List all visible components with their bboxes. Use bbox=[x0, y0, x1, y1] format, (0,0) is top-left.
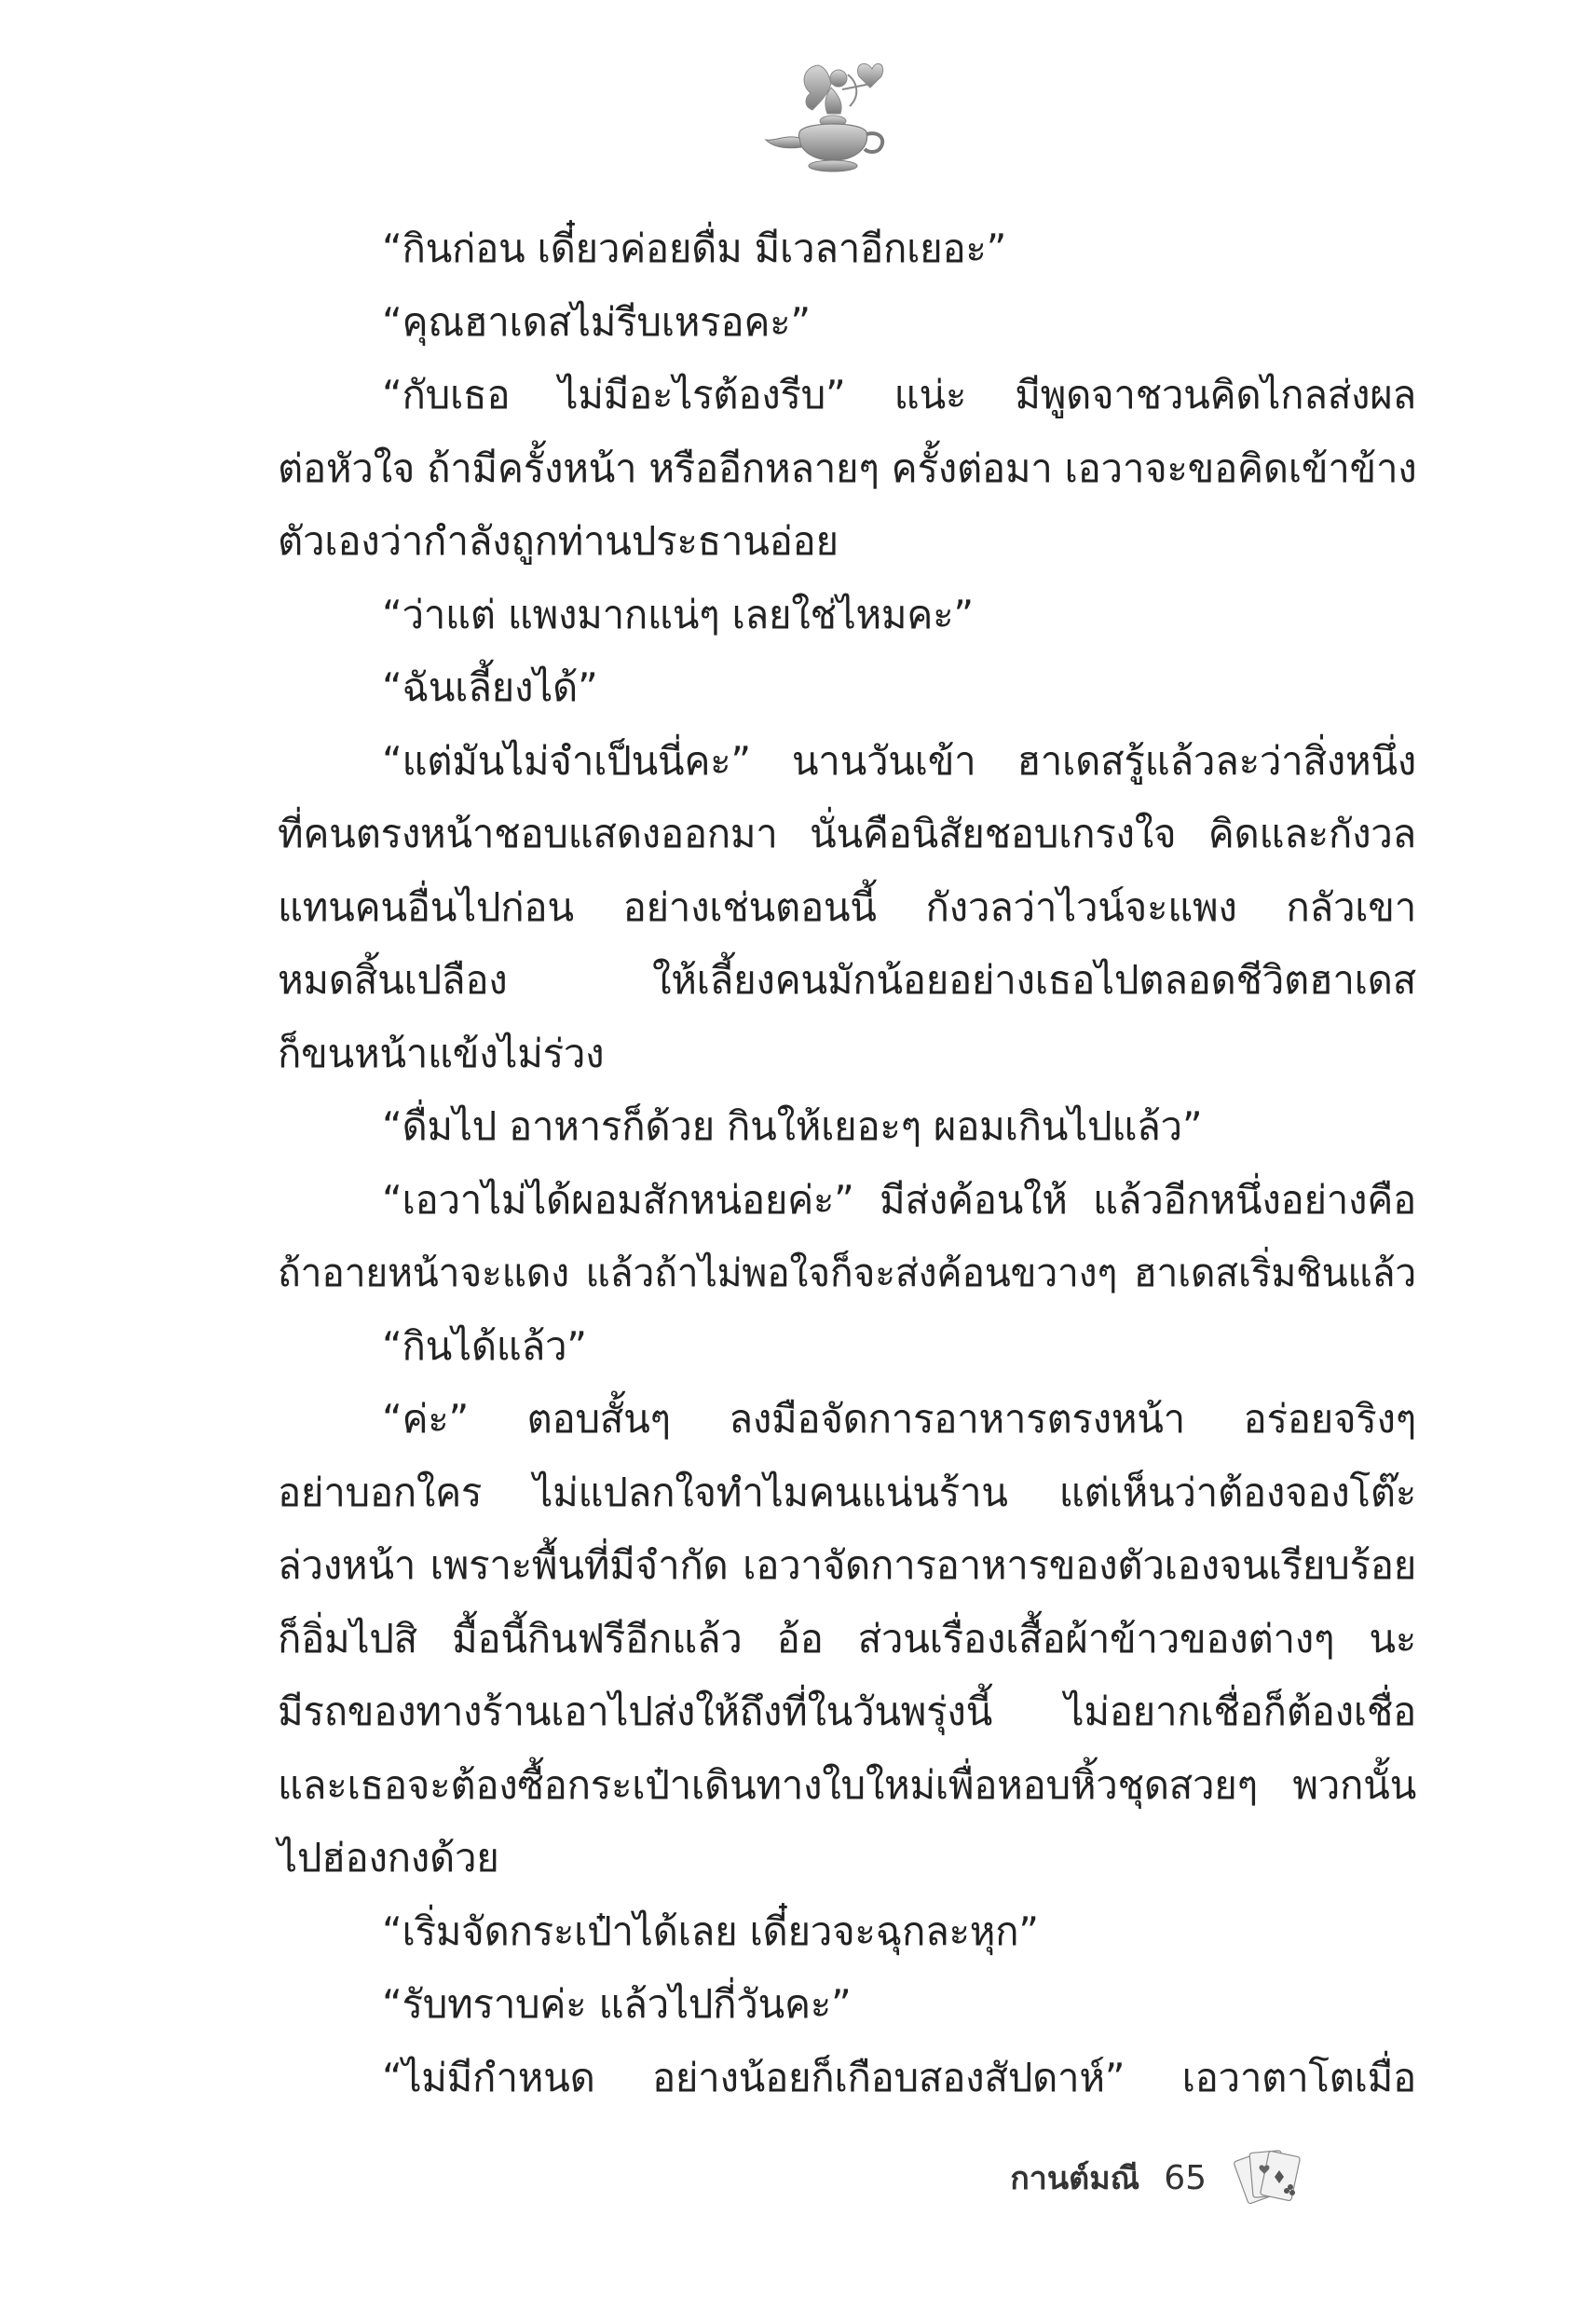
text-line: “ไม่มีกำหนด อย่างน้อยก็เกือบสองสัปดาห์” เอวาตาโตเมื่อ bbox=[382, 2054, 1416, 2100]
cupid-teapot-icon bbox=[762, 56, 902, 175]
text-line: “ค่ะ” ตอบสั้นๆ ลงมือจัดการอาหารตรงหน้า อร่อยจริงๆ bbox=[382, 1396, 1416, 1442]
text-line: “แต่มันไม่จำเป็นนี่คะ” นานวันเข้า ฮาเดสรู้แล้วละว่าสิ่งหนึ่ง bbox=[382, 737, 1416, 784]
page-number: 65 bbox=[1164, 2158, 1207, 2197]
text-line: มีรถของทางร้านเอาไปส่งให้ถึงที่ในวันพรุ่งนี้ ไม่อยากเชื่อก็ต้องเชื่อ bbox=[278, 1689, 1416, 1734]
text-line: “กินก่อน เดี๋ยวค่อยดื่ม มีเวลาอีกเยอะ” bbox=[382, 226, 1007, 271]
playing-cards-icon bbox=[1233, 2142, 1307, 2213]
text-line: และเธอจะต้องซื้อกระเป๋าเดินทางใบใหม่เพื่อหอบหิ้วชุดสวยๆ พวกนั้น bbox=[278, 1761, 1416, 1808]
text-line: “เริ่มจัดกระเป๋าได้เลย เดี๋ยวจะฉุกละหุก” bbox=[382, 1908, 1039, 1954]
text-line: ก็อิ่มไปสิ มื้อนี้กินฟรีอีกแล้ว อ้อ ส่วนเรื่องเสื้อผ้าข้าวของต่างๆ นะ bbox=[278, 1615, 1416, 1661]
text-line: “คุณฮาเดสไม่รีบเหรอคะ” bbox=[382, 298, 811, 345]
text-line: ต่อหัวใจ ถ้ามีครั้งหน้า หรืออีกหลายๆ ครั้งต่อมา เอวาจะขอคิดเข้าข้าง bbox=[278, 444, 1417, 491]
text-line: ล่วงหน้า เพราะพื้นที่มีจำกัด เอวาจัดการอาหารของตัวเองจนเรียบร้อย bbox=[278, 1542, 1416, 1588]
text-line: “กับเธอ ไม่มีอะไรต้องรีบ” แน่ะ มีพูดจาชวนคิดไกลส่งผล bbox=[382, 372, 1416, 417]
text-line: ไปฮ่องกงด้วย bbox=[278, 1835, 499, 1880]
text-line: “เอวาไม่ได้ผอมสักหน่อยค่ะ” มีส่งค้อนให้ แล้วอีกหนึ่งอย่างคือ bbox=[382, 1176, 1416, 1223]
text-line: “ว่าแต่ แพงมากแน่ๆ เลยใช่ไหมคะ” bbox=[382, 591, 974, 637]
book-title: กานต์มณี bbox=[1010, 2160, 1140, 2197]
text-line: หมดสิ้นเปลือง ให้เลี้ยงคนมักน้อยอย่างเธอไปตลอดชีวิตฮาเดส bbox=[278, 957, 1416, 1003]
page-footer bbox=[1010, 2136, 1307, 2220]
text-line: “กินได้แล้ว” bbox=[382, 1322, 587, 1369]
body-text bbox=[278, 212, 1416, 2114]
text-line: “รับทราบค่ะ แล้วไปกี่วันคะ” bbox=[382, 1981, 852, 2027]
text-line: อย่าบอกใคร ไม่แปลกใจทำไมคนแน่นร้าน แต่เห็นว่าต้องจองโต๊ะ bbox=[278, 1469, 1416, 1515]
text-line: แทนคนอื่นไปก่อน อย่างเช่นตอนนี้ กังวลว่าไวน์จะแพง กลัวเขา bbox=[278, 883, 1416, 930]
text-line: “ดื่มไป อาหารก็ด้วย กินให้เยอะๆ ผอมเกินไปแล้ว” bbox=[382, 1103, 1203, 1149]
text-line: “ฉันเลี้ยงได้” bbox=[382, 664, 598, 710]
text-line: ที่คนตรงหน้าชอบแสดงออกมา นั่นคือนิสัยชอบเกรงใจ คิดและกังวล bbox=[278, 811, 1416, 856]
text-line: ก็ขนหน้าแข้งไม่ร่วง bbox=[278, 1030, 605, 1076]
text-line: ถ้าอายหน้าจะแดง แล้วถ้าไม่พอใจก็จะส่งค้อนขวางๆ ฮาเดสเริ่มชินแล้ว bbox=[278, 1251, 1416, 1295]
text-line: ตัวเองว่ากำลังถูกท่านประธานอ่อย bbox=[278, 518, 839, 564]
